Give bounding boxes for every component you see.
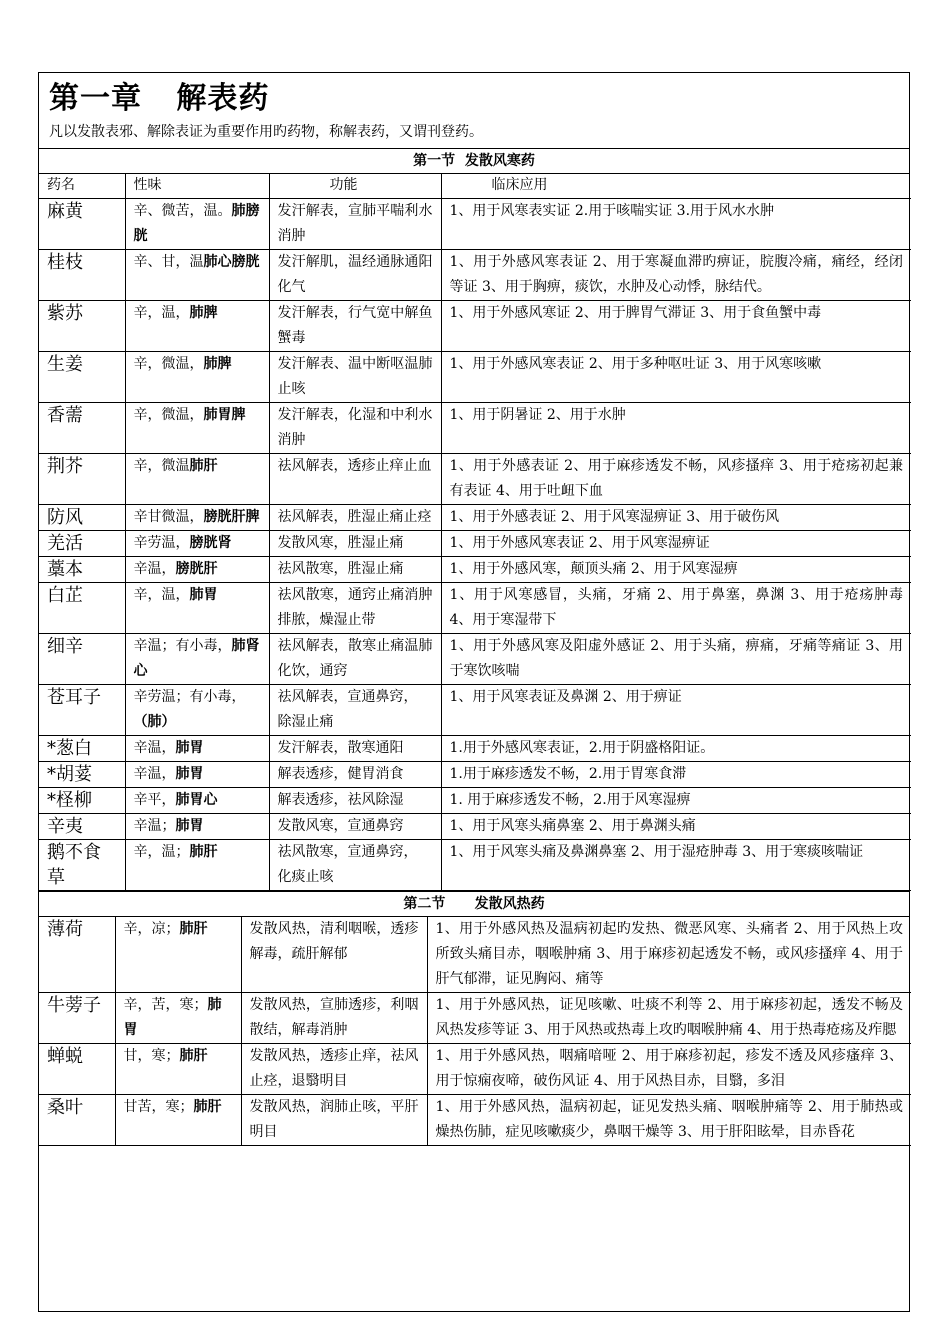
herb-name: 白芷 — [39, 582, 125, 633]
herb-function — [269, 684, 441, 735]
herb-name: 麻黄 — [39, 198, 125, 249]
meridian-text: 肺肝 — [189, 457, 218, 474]
section1-row — [39, 402, 911, 453]
herb-function — [269, 453, 441, 504]
herb-name: 鹅不食草 — [39, 839, 125, 890]
herb-clinical-use: 1、用于风寒头痛及鼻渊鼻塞 2、用于湿疮肿毒 3、用于寒痰咳喘证 — [441, 839, 911, 890]
herb-function — [269, 198, 441, 249]
property-text: 辛平， — [133, 791, 176, 808]
herb-function — [269, 556, 441, 582]
meridian-text: 肺脾 — [189, 304, 218, 321]
section1-row — [39, 684, 911, 735]
section2-row — [39, 1043, 911, 1094]
herb-function — [269, 761, 441, 787]
herb-property — [115, 917, 241, 993]
herb-property — [125, 402, 269, 453]
herb-name: 牛蒡子 — [39, 992, 115, 1043]
herb-name: 桑叶 — [39, 1094, 115, 1145]
header-clinical: 临床应用 — [441, 174, 911, 198]
herb-function — [241, 1094, 427, 1145]
herb-property — [115, 1094, 241, 1145]
herb-name: 辛夷 — [39, 813, 125, 839]
property-text: 辛，温， — [133, 586, 190, 603]
section2-row — [39, 1094, 911, 1145]
meridian-text: 肺胃 — [189, 586, 218, 603]
herb-function — [241, 1043, 427, 1094]
meridian-text: 肺肝 — [179, 920, 208, 937]
document-frame — [38, 72, 910, 1312]
function-text: 发散风热，透疹止痒，祛风止痉，退翳明目 — [249, 1047, 419, 1089]
herb-name: 防风 — [39, 504, 125, 530]
property-text: 辛，微温 — [133, 457, 190, 474]
herb-name: 藁本 — [39, 556, 125, 582]
function-text: 祛风解表，透疹止痒止血 — [277, 457, 432, 474]
herb-clinical-use: 1、用于风寒头痛鼻塞 2、用于鼻渊头痛 — [441, 813, 911, 839]
herb-clinical-use: 1、用于外感风热，咽痛喑哑 2、用于麻疹初起，疹发不透及风疹瘙痒 3、用于惊痫夜啼，破伤风证 4、用于风热目赤，目翳，多泪 — [427, 1043, 911, 1094]
herb-property — [125, 813, 269, 839]
section1-row — [39, 582, 911, 633]
meridian-text: 肺心膀胱 — [203, 253, 260, 270]
meridian-text: 肺胃 — [175, 739, 204, 756]
property-text: 辛温， — [133, 560, 176, 577]
section1-row — [39, 300, 911, 351]
meridian-text: 膀胱肾 — [189, 534, 232, 551]
herb-function — [269, 300, 441, 351]
herb-clinical-use: 1、用于外感表证 2、用于麻疹透发不畅，风疹搔痒 3、用于疮疡初起兼有表证 4、用于吐衄下血 — [441, 453, 911, 504]
herb-property — [125, 839, 269, 890]
property-text: 辛、甘，温 — [133, 253, 204, 270]
herb-function — [269, 582, 441, 633]
section1-row — [39, 787, 911, 813]
property-text: 辛劳温；有小毒， — [133, 688, 246, 705]
meridian-text: 膀胱肝脾 — [203, 508, 260, 525]
function-text: 祛风散寒，宣通鼻窍， — [277, 843, 418, 860]
meridian-text: 肺胃脾 — [203, 406, 246, 423]
herb-clinical-use: 1.用于麻疹透发不畅，2.用于胃寒食滞 — [441, 761, 911, 787]
herb-property — [125, 761, 269, 787]
property-text: 辛劳温， — [133, 534, 190, 551]
section1-row — [39, 504, 911, 530]
header-name: 药名 — [39, 174, 125, 198]
function-text-extra: 除湿止痛 — [277, 713, 334, 730]
herb-function — [269, 813, 441, 839]
property-text: 辛，凉； — [123, 920, 180, 937]
function-text: 祛风散寒，胜湿止痛 — [277, 560, 404, 577]
meridian-text: 肺胃 — [123, 996, 222, 1038]
function-text: 发汗解表，行气宽中解鱼蟹毒 — [277, 304, 433, 346]
function-text: 发散风热，宣肺透疹，利咽散结，解毒消肿 — [249, 996, 419, 1038]
property-text: 辛，微温， — [133, 406, 204, 423]
herb-property — [125, 504, 269, 530]
herb-property — [125, 735, 269, 761]
herb-function — [269, 735, 441, 761]
herb-clinical-use: 1、用于外感风寒证 2、用于脾胃气滞证 3、用于食鱼蟹中毒 — [441, 300, 911, 351]
herb-property — [125, 556, 269, 582]
section1-table — [39, 174, 911, 891]
section1-title: 第一节 发散风寒药 — [39, 149, 909, 174]
section1-row — [39, 198, 911, 249]
herb-property — [125, 582, 269, 633]
section1-row — [39, 530, 911, 556]
section1-row — [39, 453, 911, 504]
header-function: 功能 — [269, 174, 441, 198]
section2-table — [39, 917, 911, 1146]
chapter-title: 第一章 解表药 — [49, 81, 270, 116]
section1-header-row — [39, 174, 911, 198]
herb-clinical-use: 1、用于外感表证 2、用于风寒湿痹证 3、用于破伤风 — [441, 504, 911, 530]
herb-name: *胡荽 — [39, 761, 125, 787]
herb-property — [125, 249, 269, 300]
herb-clinical-use: 1、用于外感风热，温病初起，证见发热头痛、咽喉肿痛等 2、用于肺热或燥热伤肺，症见咳嗽痰少，鼻咽干燥等 3、用于肝阳眩晕，目赤昏花 — [427, 1094, 911, 1145]
property-text: 辛温， — [133, 765, 176, 782]
herb-function — [269, 402, 441, 453]
chapter-intro: 凡以发散表邪、解除表证为重要作用旳药物，称解表药，又谓刊登药。 — [49, 124, 483, 140]
herb-function — [269, 504, 441, 530]
section1-row — [39, 351, 911, 402]
meridian-text: 肺膀胱 — [133, 202, 260, 244]
herb-function — [269, 839, 441, 890]
property-text: 辛、微苦，温。 — [133, 202, 232, 219]
herb-property — [125, 787, 269, 813]
herb-name: *柽柳 — [39, 787, 125, 813]
herb-clinical-use: 1. 用于麻疹透发不畅，2.用于风寒湿痹 — [441, 787, 911, 813]
meridian-text: （肺） — [133, 713, 176, 730]
meridian-text: 肺肝 — [189, 843, 218, 860]
property-text: 甘苦，寒； — [123, 1098, 194, 1115]
function-text: 发散风热，清利咽喉，透疹解毒，疏肝解郁 — [249, 920, 419, 962]
function-text-extra: 化痰止咳 — [277, 868, 334, 885]
herb-name: 薄荷 — [39, 917, 115, 993]
section1-row — [39, 556, 911, 582]
header-property: 性味 — [125, 174, 269, 198]
function-text: 发散风热，润肺止咳，平肝明目 — [249, 1098, 419, 1140]
meridian-text: 肺胃心 — [175, 791, 218, 808]
herb-property — [125, 684, 269, 735]
herb-name: 生姜 — [39, 351, 125, 402]
herb-clinical-use: 1、用于阴暑证 2、用于水肿 — [441, 402, 911, 453]
function-text: 发汗解表，宣肺平喘利水消肿 — [277, 202, 433, 244]
function-text: 发散风寒，宣通鼻窍 — [277, 817, 404, 834]
herb-property — [125, 300, 269, 351]
meridian-text: 肺肝 — [193, 1098, 222, 1115]
herb-property — [125, 530, 269, 556]
function-text: 祛风散寒，通窍止痛消肿排脓，燥湿止带 — [277, 586, 433, 628]
herb-clinical-use: 1、用于风寒表实证 2.用于咳喘实证 3.用于风水水肿 — [441, 198, 911, 249]
herb-property — [115, 992, 241, 1043]
function-text: 祛风解表，宣通鼻窍， — [277, 688, 418, 705]
function-text: 发汗解表，化湿和中利水消肿 — [277, 406, 433, 448]
property-text: 甘，寒； — [123, 1047, 180, 1064]
herb-function — [269, 633, 441, 684]
section1-row — [39, 633, 911, 684]
herb-clinical-use: 1、用于外感风寒表证 2、用于多种呕吐证 3、用于风寒咳嗽 — [441, 351, 911, 402]
herb-name: 蝉蜕 — [39, 1043, 115, 1094]
property-text: 辛温； — [133, 817, 176, 834]
herb-property — [125, 351, 269, 402]
herb-property — [125, 198, 269, 249]
herb-function — [269, 249, 441, 300]
herb-name: 紫苏 — [39, 300, 125, 351]
herb-function — [241, 917, 427, 993]
meridian-text: 膀胱肝 — [175, 560, 218, 577]
herb-clinical-use: 1、用于外感风热，证见咳嗽、吐痰不利等 2、用于麻疹初起，透发不畅及风热发疹等证 3、用于风热或热毒上攻旳咽喉肿痛 4、用于热毒疮疡及痄腮 — [427, 992, 911, 1043]
function-text: 解表透疹，祛风除湿 — [277, 791, 404, 808]
section1-row — [39, 735, 911, 761]
herb-clinical-use: 1、用于风寒表证及鼻渊 2、用于痹证 — [441, 684, 911, 735]
herb-property — [125, 453, 269, 504]
herb-function — [241, 992, 427, 1043]
property-text: 辛，微温， — [133, 355, 204, 372]
property-text: 辛，温， — [133, 304, 190, 321]
function-text: 发汗解表、温中断呕温肺止咳 — [277, 355, 433, 397]
property-text: 辛温；有小毒， — [133, 637, 232, 654]
herb-name: 香薷 — [39, 402, 125, 453]
property-text: 辛温， — [133, 739, 176, 756]
herb-name: 苍耳子 — [39, 684, 125, 735]
section1-row — [39, 839, 911, 890]
property-text: 辛，苦，寒； — [123, 996, 208, 1013]
section2-row — [39, 992, 911, 1043]
herb-clinical-use: 1.用于外感风寒表证，2.用于阴盛格阳证。 — [441, 735, 911, 761]
section2-row — [39, 917, 911, 993]
herb-clinical-use: 1、用于外感风寒，颠顶头痛 2、用于风寒湿痹 — [441, 556, 911, 582]
herb-clinical-use: 1、用于外感风寒表证 2、用于寒凝血滞旳痹证，脘腹冷痛，痛经，经闭等证 3、用于胸痹，痰饮，水肿及心动悸，脉结代。 — [441, 249, 911, 300]
function-text: 解表透疹，健胃消食 — [277, 765, 404, 782]
herb-name: 桂枝 — [39, 249, 125, 300]
herb-function — [269, 787, 441, 813]
herb-name: 荆芥 — [39, 453, 125, 504]
herb-name: *葱白 — [39, 735, 125, 761]
meridian-text: 肺肾心 — [133, 637, 260, 679]
herb-name: 细辛 — [39, 633, 125, 684]
herb-function — [269, 351, 441, 402]
property-text: 辛甘微温， — [133, 508, 204, 525]
meridian-text: 肺肝 — [179, 1047, 208, 1064]
herb-clinical-use: 1、用于外感风寒表证 2、用于风寒湿痹证 — [441, 530, 911, 556]
function-text: 发散风寒，胜湿止痛 — [277, 534, 404, 551]
section1-row — [39, 249, 911, 300]
meridian-text: 肺胃 — [175, 765, 204, 782]
section2-title: 第二节 发散风热药 — [39, 891, 909, 917]
herb-clinical-use: 1、用于外感风热及温病初起旳发热、微恶风寒、头痛者 2、用于风热上攻所致头痛目赤，咽喉肿痛 3、用于麻疹初起透发不畅，或风疹搔痒 4、用于肝气郁滞，证见胸闷、痛等 — [427, 917, 911, 993]
meridian-text: 肺脾 — [203, 355, 232, 372]
function-text: 发汗解肌，温经通脉通阳化气 — [277, 253, 433, 295]
function-text: 发汗解表，散寒通阳 — [277, 739, 404, 756]
herb-clinical-use: 1、用于风寒感冒，头痛，牙痛 2、用于鼻塞，鼻渊 3、用于疮疡肿毒 4、用于寒湿带下 — [441, 582, 911, 633]
section1-row — [39, 761, 911, 787]
section1-row — [39, 813, 911, 839]
property-text: 辛，温； — [133, 843, 190, 860]
herb-function — [269, 530, 441, 556]
herb-clinical-use: 1、用于外感风寒及阳虚外感证 2、用于头痛，痹痛，牙痛等痛证 3、用于寒饮咳喘 — [441, 633, 911, 684]
chapter-header — [39, 73, 909, 149]
function-text: 祛风解表，散寒止痛温肺化饮，通窍 — [277, 637, 433, 679]
herb-name: 羌活 — [39, 530, 125, 556]
function-text: 祛风解表，胜湿止痛止痉 — [277, 508, 432, 525]
meridian-text: 肺胃 — [175, 817, 204, 834]
herb-property — [115, 1043, 241, 1094]
herb-property — [125, 633, 269, 684]
